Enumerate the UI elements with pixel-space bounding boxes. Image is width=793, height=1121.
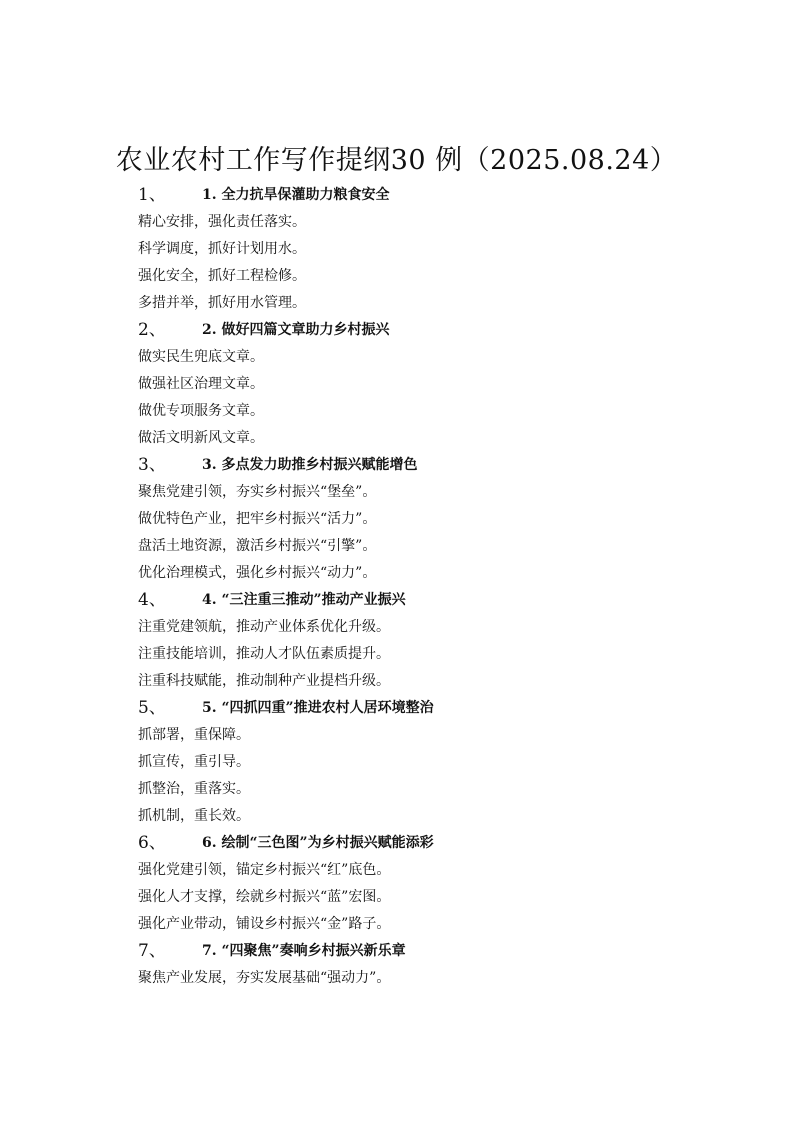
section-heading [138, 587, 738, 614]
outline-item: 盘活土地资源，激活乡村振兴“引擎”。 [138, 538, 377, 554]
section-number: 7、 [138, 941, 166, 961]
section-title: 4. “三注重三推动”推动产业振兴 [202, 592, 406, 608]
outline-item: 聚焦产业发展，夯实发展基础“强动力”。 [138, 970, 391, 986]
outline-item: 强化安全，抓好工程检修。 [138, 268, 306, 284]
outline-item: 精心安排，强化责任落实。 [138, 214, 306, 230]
section-number: 2、 [138, 320, 166, 340]
section-title: 6. 绘制“三色图”为乡村振兴赋能添彩 [202, 835, 434, 851]
section-title: 7. “四聚焦”奏响乡村振兴新乐章 [202, 943, 406, 959]
section-number: 3、 [138, 455, 166, 475]
document-body [138, 182, 738, 992]
outline-item: 注重党建领航，推动产业体系优化升级。 [138, 619, 390, 635]
section-heading [138, 830, 738, 857]
outline-item: 注重技能培训，推动人才队伍素质提升。 [138, 646, 390, 662]
outline-item: 抓部署，重保障。 [138, 727, 250, 743]
section-heading [138, 182, 738, 209]
outline-item: 做活文明新风文章。 [138, 430, 264, 446]
outline-item: 优化治理模式，强化乡村振兴“动力”。 [138, 565, 377, 581]
outline-item: 做优专项服务文章。 [138, 403, 264, 419]
outline-item: 强化产业带动，铺设乡村振兴“金”路子。 [138, 916, 391, 932]
section-number: 6、 [138, 833, 166, 853]
section-heading [138, 317, 738, 344]
outline-item: 做实民生兜底文章。 [138, 349, 264, 365]
outline-item: 强化人才支撑，绘就乡村振兴“蓝”宏图。 [138, 889, 391, 905]
section-title: 3. 多点发力助推乡村振兴赋能增色 [202, 457, 418, 473]
section-number: 1、 [138, 185, 166, 205]
outline-item: 做优特色产业，把牢乡村振兴“活力”。 [138, 511, 377, 527]
outline-item: 强化党建引领，锚定乡村振兴“红”底色。 [138, 862, 391, 878]
outline-item: 科学调度，抓好计划用水。 [138, 241, 306, 257]
outline-item: 做强社区治理文章。 [138, 376, 264, 392]
outline-item: 抓机制，重长效。 [138, 808, 250, 824]
section-heading [138, 452, 738, 479]
section-heading [138, 695, 738, 722]
outline-item: 抓宣传，重引导。 [138, 754, 250, 770]
section-title: 5. “四抓四重”推进农村人居环境整治 [202, 700, 434, 716]
document-title: 农业农村工作写作提纲30 例（2025.08.24） [115, 145, 678, 176]
outline-item: 多措并举，抓好用水管理。 [138, 295, 306, 311]
section-title: 1. 全力抗旱保灌助力粮食安全 [202, 187, 390, 203]
section-number: 5、 [138, 698, 166, 718]
section-title: 2. 做好四篇文章助力乡村振兴 [202, 322, 390, 338]
outline-item: 注重科技赋能，推动制种产业提档升级。 [138, 673, 390, 689]
outline-item: 抓整治，重落实。 [138, 781, 250, 797]
section-number: 4、 [138, 590, 166, 610]
outline-item: 聚焦党建引领，夯实乡村振兴“堡垒”。 [138, 484, 377, 500]
section-heading [138, 938, 738, 965]
